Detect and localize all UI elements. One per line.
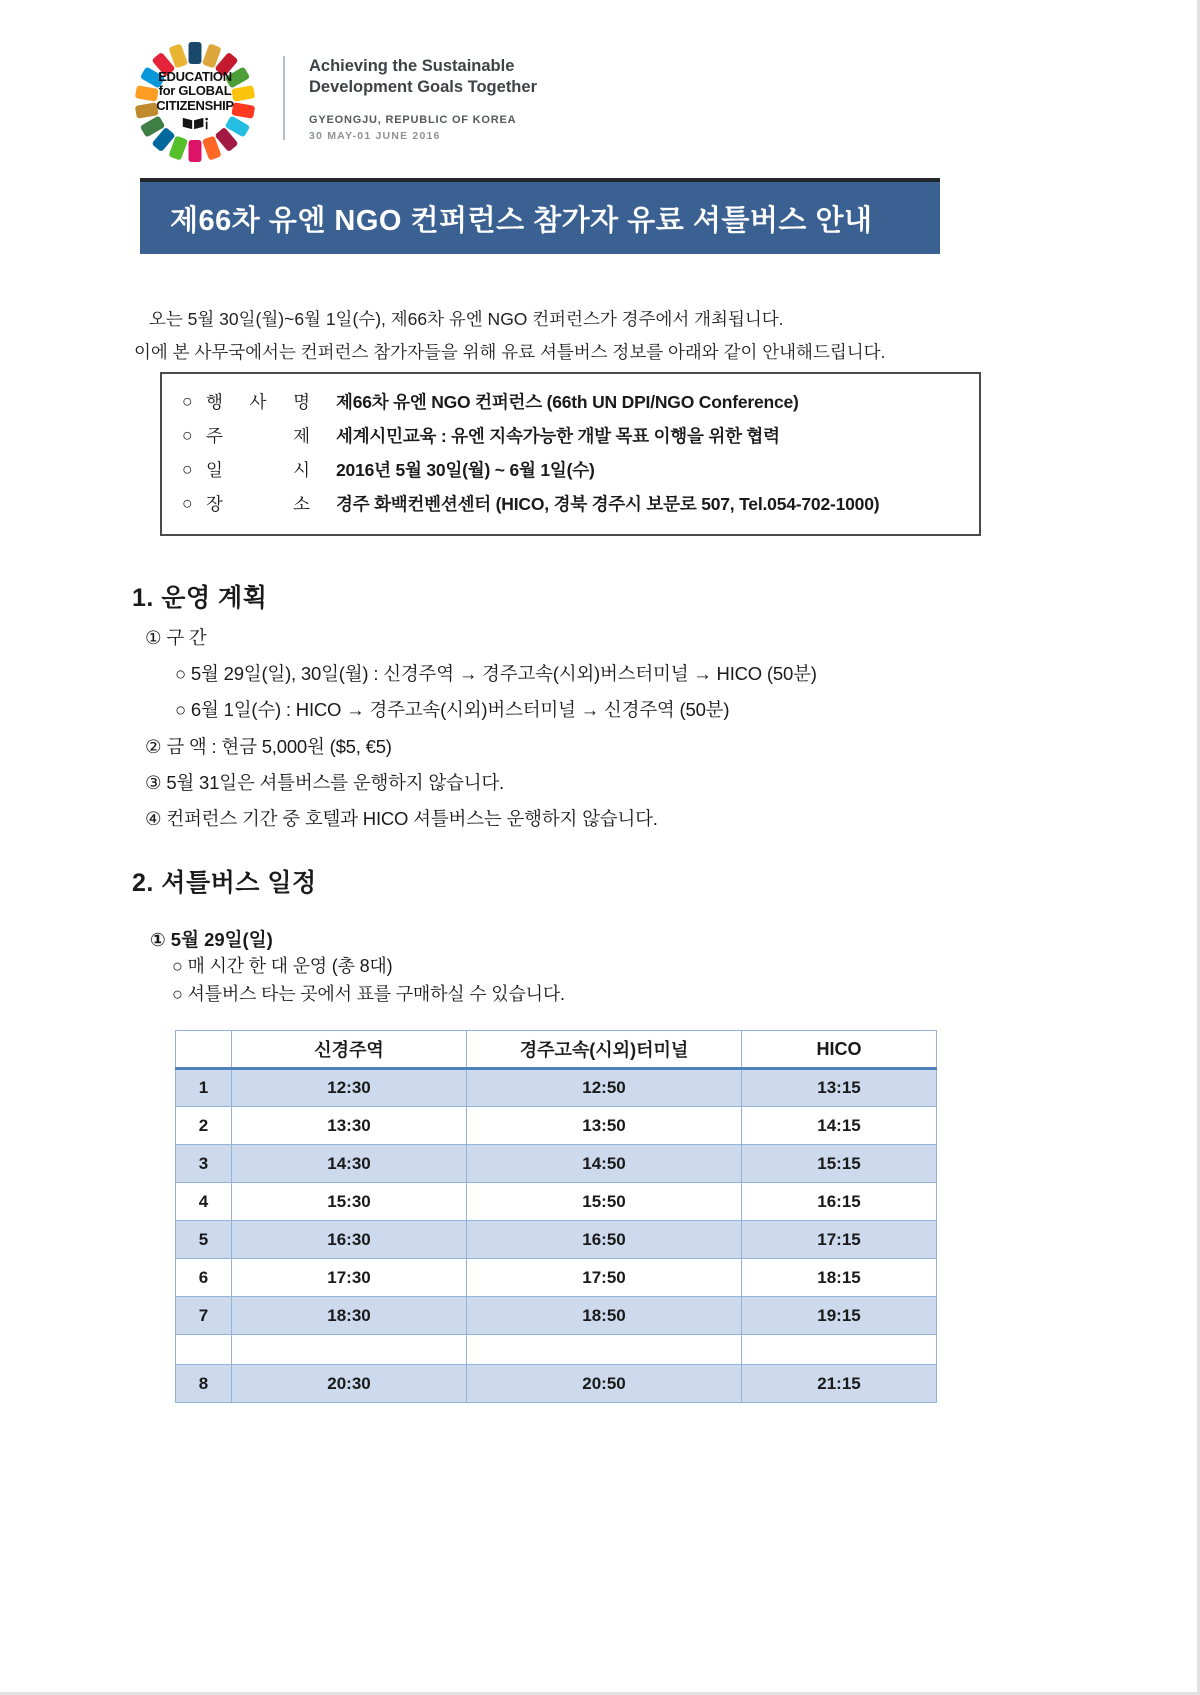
schedule-date-heading: ① 5월 29일(일) <box>150 929 273 950</box>
info-label: 행 사 명 <box>206 391 310 412</box>
intro-paragraph <box>134 303 966 370</box>
table-cell: 18:15 <box>742 1259 937 1297</box>
list-item: ○ 5월 29일(일), 30일(월) : 신경주역 → 경주고속(시외)버스터미널 → HICO (50분) <box>175 663 817 685</box>
table-header-row <box>176 1031 937 1069</box>
table-row-empty <box>176 1335 937 1365</box>
logo-line: EDUCATION <box>158 68 232 84</box>
table-row <box>176 1259 937 1297</box>
table-cell: 15:30 <box>232 1183 467 1221</box>
info-value: 경주 화백컨벤션센터 (HICO, 경북 경주시 보문로 507, Tel.054-702-1000) <box>336 493 880 514</box>
table-cell: 8 <box>176 1365 232 1403</box>
table-cell: 17:50 <box>467 1259 742 1297</box>
info-row-venue <box>182 486 979 520</box>
intro-line-1: 오는 5월 30일(월)~6월 1일(수), 제66차 유엔 NGO 컨퍼런스가 경주에서 개최됩니다. <box>149 309 784 329</box>
info-label: 일 시 <box>206 459 310 480</box>
section1-items <box>145 627 1045 844</box>
list-item: ③ 5월 31일은 셔틀버스를 운행하지 않습니다. <box>145 771 505 793</box>
circle-bullet-icon: ○ <box>182 390 193 411</box>
table-cell <box>742 1335 937 1365</box>
table-cell: 14:50 <box>467 1145 742 1183</box>
table-cell: 13:15 <box>742 1069 937 1107</box>
info-row-date <box>182 452 979 486</box>
event-info-box <box>160 372 981 536</box>
table-cell: 7 <box>176 1297 232 1335</box>
section2-title: 2. 셔틀버스 일정 <box>132 869 317 897</box>
table-cell: 12:50 <box>467 1069 742 1107</box>
list-item: ○ 6월 1일(수) : HICO → 경주고속(시외)버스터미널 → 신경주역 (50분) <box>175 699 730 721</box>
shuttle-schedule-table <box>175 1030 937 1403</box>
logo-line: for GLOBAL <box>158 83 232 99</box>
table-row <box>176 1069 937 1107</box>
info-value: 세계시민교육 : 유엔 지속가능한 개발 목표 이행을 위한 협력 <box>336 425 780 446</box>
table-cell: 16:15 <box>742 1183 937 1221</box>
table-cell: 5 <box>176 1221 232 1259</box>
page-title: 제66차 유엔 NGO 컨퍼런스 참가자 유료 셔틀버스 안내 <box>170 204 873 237</box>
table-row <box>176 1183 937 1221</box>
table-cell: 16:50 <box>467 1221 742 1259</box>
table-cell: 15:15 <box>742 1145 937 1183</box>
list-item: ② 금 액 : 현금 5,000원 ($5, €5) <box>145 735 392 757</box>
table-row <box>176 1107 937 1145</box>
table-header-cell: HICO <box>742 1031 937 1069</box>
table-cell: 17:30 <box>232 1259 467 1297</box>
table-cell <box>176 1335 232 1365</box>
section1-title: 1. 운영 계획 <box>132 584 268 612</box>
egc-logo <box>133 40 257 164</box>
table-cell: 20:30 <box>232 1365 467 1403</box>
logo-location: GYEONGJU, REPUBLIC OF KOREA <box>309 113 517 126</box>
table-cell: 3 <box>176 1145 232 1183</box>
table-cell <box>467 1335 742 1365</box>
table-cell: 13:30 <box>232 1107 467 1145</box>
circle-bullet-icon: ○ <box>182 492 193 513</box>
table-cell: 13:50 <box>467 1107 742 1145</box>
table-row <box>176 1145 937 1183</box>
table-cell: 19:15 <box>742 1297 937 1335</box>
schedule-notes <box>172 953 565 1009</box>
logo-divider <box>283 56 285 140</box>
table-cell: 20:50 <box>467 1365 742 1403</box>
open-book-icon <box>180 116 210 134</box>
table-cell: 18:50 <box>467 1297 742 1335</box>
table-row <box>176 1221 937 1259</box>
table-cell: 14:15 <box>742 1107 937 1145</box>
logo-tagline: Achieving the Sustainable Development Goals Together <box>309 57 537 97</box>
table-cell: 15:50 <box>467 1183 742 1221</box>
table-cell: 2 <box>176 1107 232 1145</box>
table-cell: 21:15 <box>742 1365 937 1403</box>
table-row <box>176 1365 937 1403</box>
table-cell: 6 <box>176 1259 232 1297</box>
table-header-cell <box>176 1031 232 1069</box>
table-cell: 18:30 <box>232 1297 467 1335</box>
info-label: 주 제 <box>206 425 310 446</box>
list-item: ① 구 간 <box>145 627 207 648</box>
info-label: 장 소 <box>206 493 310 514</box>
circle-bullet-icon: ○ <box>182 458 193 479</box>
title-banner <box>140 178 940 254</box>
list-item: ④ 컨퍼런스 기간 중 호텔과 HICO 셔틀버스는 운행하지 않습니다. <box>145 807 658 829</box>
table-cell <box>232 1335 467 1365</box>
table-row <box>176 1297 937 1335</box>
list-item: ○ 셔틀버스 타는 곳에서 표를 구매하실 수 있습니다. <box>172 983 565 1004</box>
table-header-cell: 경주고속(시외)터미널 <box>467 1031 742 1069</box>
table-cell: 16:30 <box>232 1221 467 1259</box>
logo-line: CITIZENSHIP <box>156 97 234 113</box>
info-value: 2016년 5월 30일(월) ~ 6월 1일(수) <box>336 459 595 480</box>
logo-dates: 30 MAY-01 JUNE 2016 <box>309 129 441 142</box>
list-item: ○ 매 시간 한 대 운영 (총 8대) <box>172 956 393 976</box>
table-cell: 4 <box>176 1183 232 1221</box>
table-cell: 1 <box>176 1069 232 1107</box>
table-cell: 12:30 <box>232 1069 467 1107</box>
info-row-event-name <box>182 384 979 418</box>
intro-line-2: 이에 본 사무국에서는 컨퍼런스 참가자들을 위해 유료 셔틀버스 정보를 아래와 같이 안내해드립니다. <box>134 342 886 363</box>
table-cell: 17:15 <box>742 1221 937 1259</box>
table-header-cell: 신경주역 <box>232 1031 467 1069</box>
table-cell: 14:30 <box>232 1145 467 1183</box>
circle-bullet-icon: ○ <box>182 424 193 445</box>
info-row-theme <box>182 418 979 452</box>
conference-logo <box>133 40 537 164</box>
info-value: 제66차 유엔 NGO 컨퍼런스 (66th UN DPI/NGO Conference) <box>336 391 799 412</box>
